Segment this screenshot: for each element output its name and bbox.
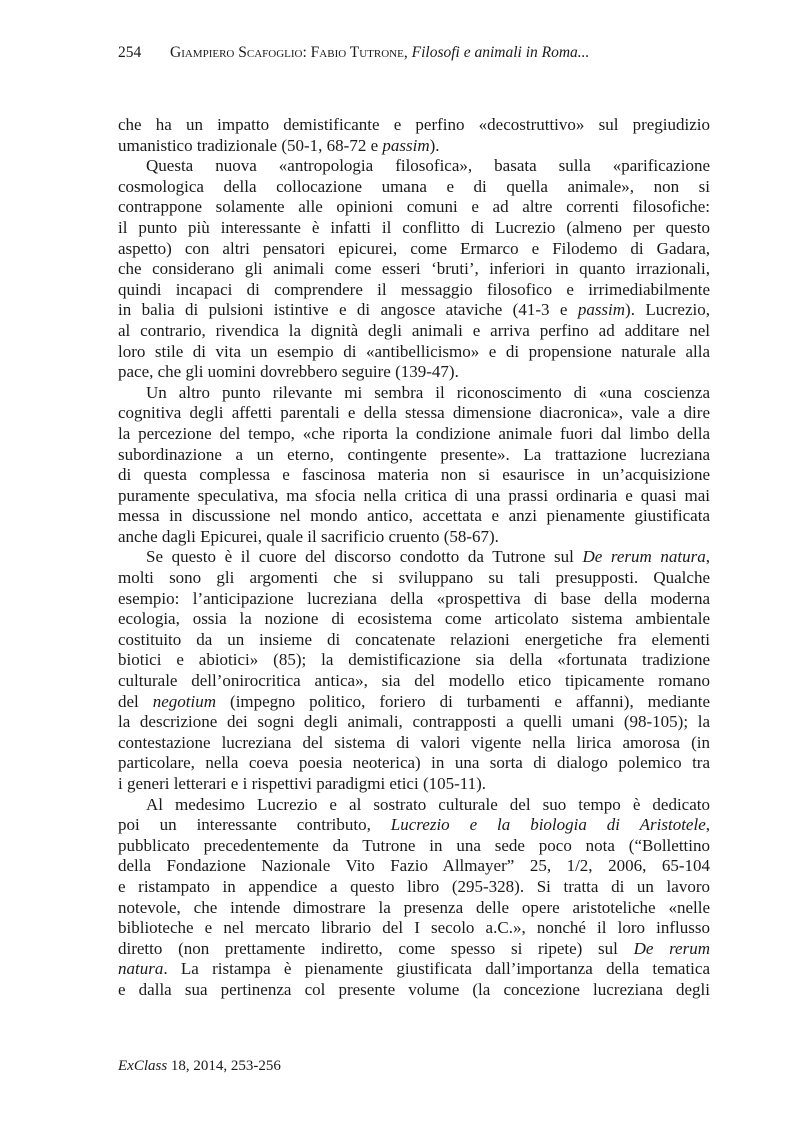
citation-details: 18, 2014, 253-256: [167, 1058, 281, 1074]
text-line: che considerano gli animali come esseri ‘bruti’, inferiori in quanto irrazionali,: [118, 259, 710, 279]
italic-term: passim: [382, 135, 430, 155]
text-line: umanistico tradizionale (50-1, 68-72 e passim).: [118, 135, 440, 155]
text-line: messa in discussione nel mondo antico, accettata e anzi pienamente giustificata: [118, 506, 710, 526]
text-line: anche dagli Epicurei, quale il sacrificio cruento (58-67).: [118, 526, 499, 546]
text-line: esempio: l’anticipazione lucreziana della «prospettiva di base della moderna: [118, 588, 710, 608]
text-line: Se questo è il cuore del discorso condotto da Tutrone sul De rerum natura,: [146, 547, 711, 567]
text-line: culturale dell’onirocritica antica», sia del modello etico tipicamente romano: [118, 671, 710, 691]
text-line: aspetto) con altri pensatori epicurei, come Ermarco e Filodemo di Gadara,: [118, 238, 710, 258]
text-line: la descrizione dei sogni degli animali, contrapposti a quelli umani (98-105); la: [118, 712, 710, 732]
text-line: cosmologica della collocazione umana e di quella animale», non si: [118, 176, 710, 196]
text-line: la percezione del tempo, «che riporta la condizione animale fuori dal limbo della: [118, 423, 710, 443]
text-line: e ristampato in appendice a questo libro (295-328). Si tratta di un lavoro: [118, 876, 710, 896]
text-line: natura. La ristampa è pienamente giustificata dall’importanza della tematica: [118, 959, 710, 979]
text-line: biblioteche e nel mercato librario del I secolo a.C.», nonché il loro influsso: [118, 918, 710, 938]
italic-term: De rerum: [633, 938, 710, 958]
text-line: del negotium (impegno politico, foriero di turbamenti e affanni), mediante: [118, 691, 710, 711]
header-comma: ,: [403, 44, 412, 61]
text-line: al contrario, rivendica la dignità degli animali e arriva perfino ad additare nel: [118, 320, 710, 340]
text-line: e dalla sua pertinenza col presente volume (la concezione lucreziana degli: [118, 979, 710, 999]
text-line: diretto (non prettamente indiretto, come spesso si ripete) sul De rerum: [118, 938, 710, 958]
text-line: ecologia, ossia la nozione di ecosistema come articolato sistema ambientale: [118, 609, 710, 629]
page-number: 254: [118, 44, 142, 61]
text-line: poi un interessante contributo, Lucrezio e la biologia di Aristotele,: [118, 815, 710, 835]
text-line: particolare, nella coeva poesia neoterica) in una sorta di dialogo polemico tra: [118, 753, 710, 773]
running-header: [118, 44, 718, 62]
text-line: Al medesimo Lucrezio e al sostrato culturale del suo tempo è dedicato: [146, 794, 710, 814]
text-line: biotici e abiotici» (85); la demistificazione sia della «fortunata tradizione: [118, 650, 710, 670]
text-line: subordinazione a un eterno, contingente presente». La trattazione lucreziana: [118, 444, 710, 464]
review-author: Giampiero Scafoglio: [170, 44, 303, 61]
text-line: Questa nuova «antropologia filosofica», basata sulla «parificazione: [146, 156, 710, 176]
text-line: pubblicato precedentemente da Tutrone in una sede poco nota (“Bollettino: [118, 835, 710, 855]
text-line: i generi letterari e i rispettivi paradigmi etici (105-11).: [118, 774, 487, 793]
text-line: il punto più interessante è infatti il conflitto di Lucrezio (almeno per questo: [118, 217, 710, 237]
italic-term: Lucrezio e la biologia di Aristotele: [390, 815, 706, 835]
text-line: molti sono gli argomenti che si sviluppano su tali presupposti. Qualche: [118, 568, 710, 588]
book-title: Filosofi e animali in Roma...: [411, 44, 590, 61]
text-line: costituito da un insieme di concatenate relazioni energetiche fra elementi: [118, 629, 710, 649]
text-line: in balia di pulsioni istintive e di angosce ataviche (41-3 e passim). Lucrezio,: [118, 300, 710, 320]
text-line: quindi incapaci di comprendere il messaggio filosofico e irrimediabilmente: [118, 279, 710, 299]
header-separator: :: [302, 44, 311, 61]
italic-term: negotium: [152, 691, 217, 711]
journal-name: ExClass: [118, 1058, 168, 1074]
text-line: di questa complessa e fascinosa materia non si esaurisce in un’acquisizione: [118, 465, 710, 485]
text-line: pace, che gli uomini dovrebbero seguire (139-47).: [118, 362, 459, 382]
text-line: Un altro punto rilevante mi sembra il riconoscimento di «una coscienza: [146, 382, 710, 402]
text-line: cognitiva degli affetti parentali e della stessa dimensione diacronica», vale a dire: [118, 403, 710, 423]
text-line: contestazione lucreziana del sistema di valori vigente nella lirica amorosa (in: [118, 732, 710, 752]
book-author: Fabio Tutrone: [310, 44, 404, 61]
text-line: puramente speculativa, ma sfocia nella critica di una prassi ordinaria e quasi mai: [118, 485, 710, 505]
text-line: contrappone solamente alle opinioni comuni e ad altre correnti filosofiche:: [118, 197, 710, 217]
italic-term: passim: [577, 300, 626, 320]
italic-term: De rerum natura: [582, 547, 706, 567]
text-line: notevole, che intende dimostrare la presenza delle opere aristoteliche «nelle: [118, 897, 710, 917]
text-line: loro stile di vita un esempio di «antibellicismo» e di propensione naturale alla: [118, 341, 710, 361]
journal-citation: [118, 1058, 281, 1075]
text-line: che ha un impatto demistificante e perfino «decostruttivo» sul pregiudizio: [118, 115, 710, 134]
italic-term: natura: [118, 959, 164, 979]
body-text: [118, 115, 710, 1001]
text-line: della Fondazione Nazionale Vito Fazio Allmayer” 25, 1/2, 2006, 65-104: [118, 856, 710, 876]
